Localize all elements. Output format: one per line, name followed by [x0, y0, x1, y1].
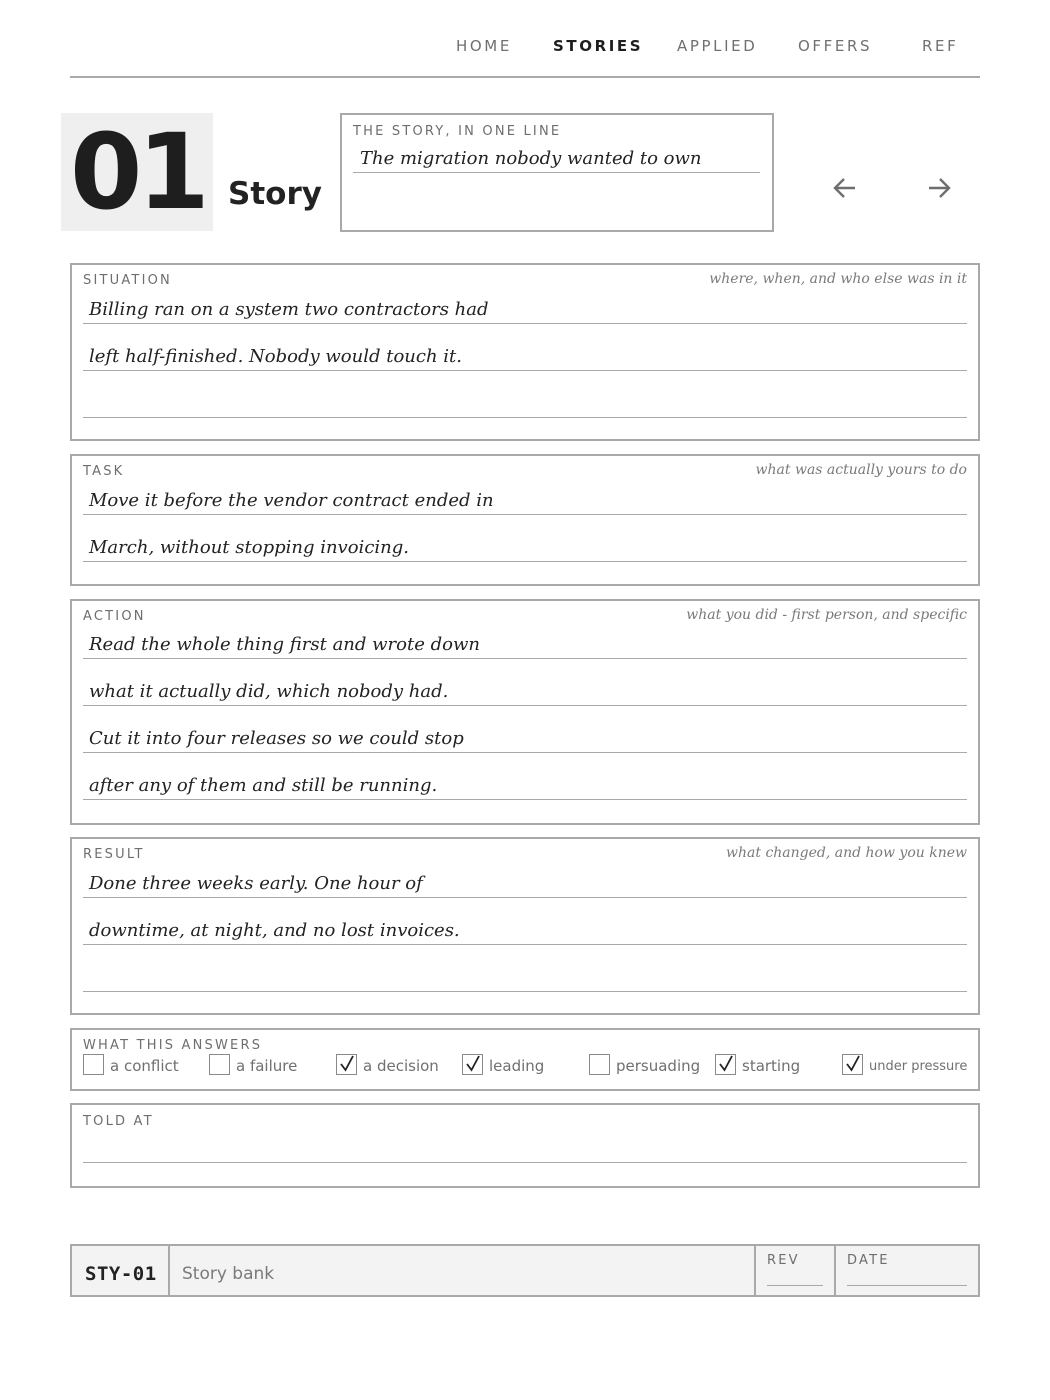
task-line-2[interactable]: [83, 515, 967, 562]
action-hint: what you did - first person, and specific: [686, 607, 967, 623]
one-line-field[interactable]: [340, 113, 774, 232]
story-number: 01: [70, 111, 205, 233]
checkbox-box[interactable]: [589, 1054, 610, 1075]
task-line-1[interactable]: [83, 468, 967, 515]
answers-section: [70, 1028, 980, 1091]
nav-offers[interactable]: OFFERS: [798, 37, 873, 55]
told-at-section: [70, 1103, 980, 1188]
result-section: [70, 837, 980, 1015]
page-title: Story: [228, 176, 322, 212]
situation-line-1[interactable]: [83, 277, 967, 324]
action-section: [70, 599, 980, 825]
situation-line-3[interactable]: [83, 371, 967, 418]
situation-section: [70, 263, 980, 441]
one-line-value[interactable]: The migration nobody wanted to own: [360, 148, 702, 169]
footer-rev-label: REV: [767, 1253, 800, 1268]
checkbox-box[interactable]: [336, 1054, 357, 1075]
footer-code: STY-01: [85, 1263, 157, 1285]
footer-rev-input[interactable]: [767, 1285, 823, 1286]
result-label: RESULT: [83, 847, 145, 862]
action-label: ACTION: [83, 609, 146, 624]
one-line-rule: [353, 172, 760, 173]
checkbox-box[interactable]: [715, 1054, 736, 1075]
checkbox-box[interactable]: [462, 1054, 483, 1075]
checkbox-box[interactable]: [209, 1054, 230, 1075]
checkbox-box[interactable]: [83, 1054, 104, 1075]
task-section: [70, 454, 980, 586]
action-line-2[interactable]: [83, 659, 967, 706]
result-hint: what changed, and how you knew: [726, 845, 967, 861]
task-hint: what was actually yours to do: [755, 462, 967, 478]
situation-hint: where, when, and who else was in it: [709, 271, 967, 287]
footer-rev-cell: [754, 1246, 834, 1295]
answers-label: WHAT THIS ANSWERS: [83, 1038, 263, 1053]
result-text-2: downtime, at night, and no lost invoices.: [89, 920, 460, 941]
situation-line-2[interactable]: [83, 324, 967, 371]
story-number-box: [61, 113, 213, 231]
checkbox-label: starting: [742, 1057, 801, 1075]
told-at-input[interactable]: [83, 1162, 967, 1163]
situation-text-1: Billing ran on a system two contractors had: [89, 299, 489, 320]
checkbox-label: under pressure: [869, 1059, 968, 1074]
top-nav: [70, 0, 980, 78]
result-line-1[interactable]: [83, 851, 967, 898]
checkmark-icon: [338, 1055, 356, 1073]
checkbox-label: a conflict: [110, 1057, 179, 1075]
action-line-3[interactable]: [83, 706, 967, 753]
action-text-3: Cut it into four releases so we could stop: [89, 728, 464, 749]
result-text-1: Done three weeks early. One hour of: [89, 873, 423, 894]
nav-ref[interactable]: REF: [922, 37, 959, 55]
arrow-left-icon[interactable]: [827, 170, 863, 206]
result-line-3[interactable]: [83, 945, 967, 992]
situation-label: SITUATION: [83, 273, 172, 288]
checkmark-icon: [717, 1055, 735, 1073]
footer-bar: [70, 1244, 980, 1297]
action-text-4: after any of them and still be running.: [89, 775, 438, 796]
task-text-1: Move it before the vendor contract ended in: [89, 490, 494, 511]
checkbox-label: a failure: [236, 1057, 298, 1075]
nav-home[interactable]: HOME: [456, 37, 512, 55]
action-text-2: what it actually did, which nobody had.: [89, 681, 449, 702]
arrow-right-icon[interactable]: [921, 170, 957, 206]
footer-date-cell: [834, 1246, 978, 1295]
checkbox-box[interactable]: [842, 1054, 863, 1075]
footer-title: Story bank: [182, 1264, 275, 1284]
told-at-label: TOLD AT: [83, 1114, 154, 1129]
checkbox-label: a decision: [363, 1057, 439, 1075]
nav-applied[interactable]: APPLIED: [677, 37, 758, 55]
checkmark-icon: [844, 1055, 862, 1073]
action-line-4[interactable]: [83, 753, 967, 800]
result-line-2[interactable]: [83, 898, 967, 945]
task-text-2: March, without stopping invoicing.: [89, 537, 409, 558]
one-line-label: THE STORY, IN ONE LINE: [353, 124, 562, 139]
nav-stories[interactable]: STORIES: [553, 37, 644, 55]
footer-code-cell: [72, 1246, 170, 1295]
action-text-1: Read the whole thing first and wrote down: [89, 634, 480, 655]
checkbox-label: persuading: [616, 1057, 701, 1075]
footer-date-label: DATE: [847, 1253, 890, 1268]
task-label: TASK: [83, 464, 125, 479]
footer-date-input[interactable]: [847, 1285, 967, 1286]
checkmark-icon: [464, 1055, 482, 1073]
situation-text-2: left half-finished. Nobody would touch it.: [89, 346, 462, 367]
action-line-1[interactable]: [83, 612, 967, 659]
checkbox-label: leading: [489, 1057, 545, 1075]
